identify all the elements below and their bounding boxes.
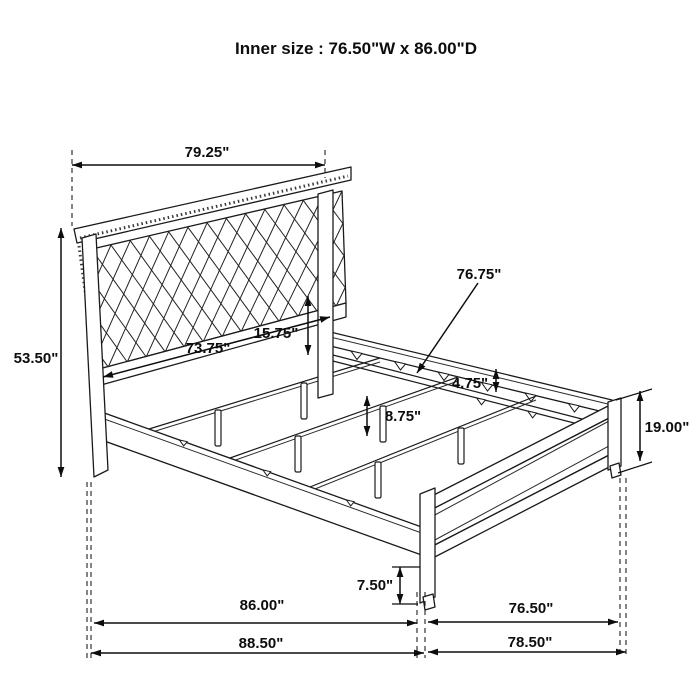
arrowhead [315,162,325,169]
headboard-right-post [318,190,333,398]
arrowhead [616,649,626,656]
arrowhead [608,619,618,626]
slat [230,377,458,458]
inner-size-title: Inner size : 76.50"W x 86.00"D [235,39,477,58]
arrowhead [397,567,404,577]
arrowhead [428,649,438,656]
arrowhead [637,451,644,461]
dim-label-footboard-height: 19.00" [644,419,690,436]
slat [149,358,380,429]
dim-headboard-height [14,228,65,477]
dim-footboard-height [616,389,689,473]
arrowhead [91,650,101,657]
slat-leg [295,436,301,472]
dim-headboard-width [72,144,325,168]
arrowhead [58,228,65,238]
arrowhead [364,396,371,406]
dim-label-side-rail-length: 76.75" [456,266,502,283]
dim-inner-depth [94,597,417,626]
rail-bracket [528,411,537,418]
slat-leg [375,462,381,498]
arrowhead [94,620,104,627]
slat-leg [215,410,221,446]
footboard-far-foot [610,463,621,478]
arrowhead [58,467,65,477]
arrowhead [72,162,82,169]
arrowhead [407,620,417,627]
rail-bracket [477,398,486,405]
dim-label-footboard-outer-width: 78.50" [507,634,553,651]
dim-label-footboard-inner-width: 76.50" [508,600,554,617]
arrowhead [305,345,312,355]
arrowhead [397,594,404,604]
dim-label-headboard-height: 53.50" [13,350,59,367]
dim-label-center-support-leg-height: 8.75" [384,408,422,425]
slat [149,362,380,433]
dim-label-headboard-width: 79.25" [184,144,230,161]
dim-label-overall-depth: 88.50" [238,635,284,652]
dim-label-headboard-inner-width: 73.75" [185,340,231,357]
arrowhead [364,426,371,436]
extension-lines [72,150,626,658]
dim-center-support-leg-height [364,396,422,436]
dim-label-inner-depth: 86.00" [239,597,285,614]
dim-footboard-inner-width [428,600,618,625]
slat-leg [458,428,464,464]
dim-overall-depth [91,635,424,656]
bed-drawing [74,167,621,610]
dim-label-headboard-lower-gap: 15.75" [253,325,299,342]
arrowhead [414,650,424,657]
arrowhead [428,619,438,626]
slat-leg [301,383,307,419]
dim-label-footboard-leg-height: 7.50" [356,577,394,594]
footboard-near-post [420,488,435,603]
dim-footboard-outer-width [428,634,626,655]
footboard-far-post [608,398,621,470]
dim-label-side-rail-height: 4.75" [451,375,489,392]
dim-footboard-leg-height [357,567,420,604]
